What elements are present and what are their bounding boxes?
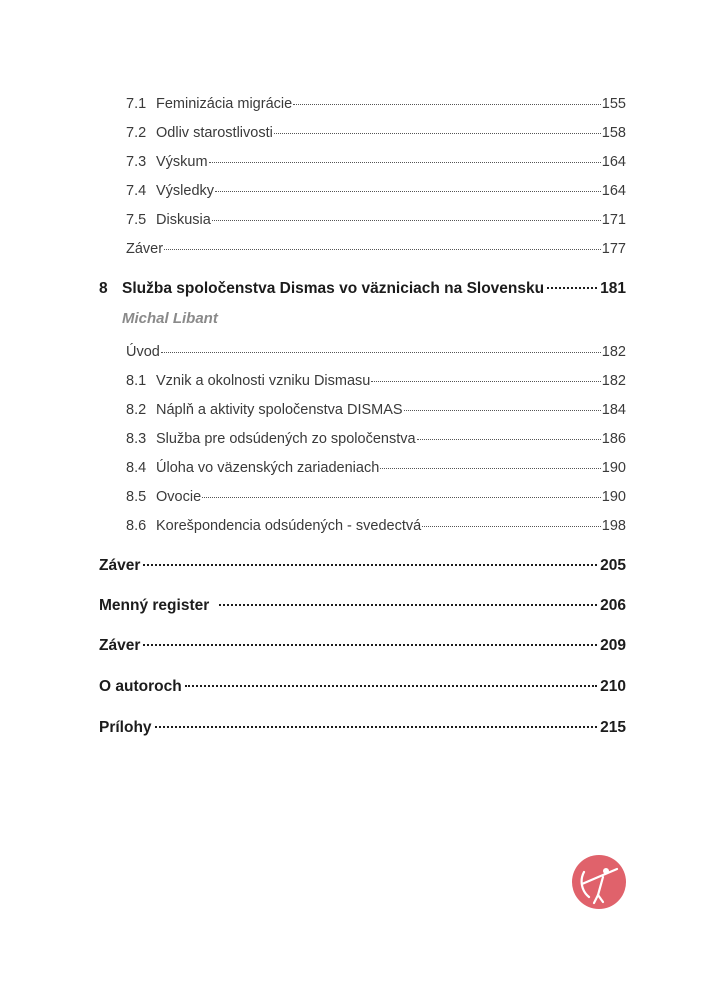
- entry-title: Úloha vo väzenských zariadeniach: [156, 460, 380, 476]
- entry-page: 198: [601, 518, 626, 534]
- entry-number: 7.1: [126, 96, 147, 112]
- toc-entry-8-3[interactable]: [126, 431, 626, 447]
- toc-conclusion-2[interactable]: [99, 637, 626, 655]
- chapter-title: Menný register: [99, 597, 210, 614]
- dot-leader: [161, 352, 601, 353]
- dot-leader: [547, 287, 597, 289]
- entry-page: 164: [601, 154, 626, 170]
- toc-entry-8-intro[interactable]: [126, 344, 626, 360]
- entry-page: 155: [601, 96, 626, 112]
- toc-entry-8-1[interactable]: [126, 373, 626, 389]
- toc-entry-8-5[interactable]: [126, 489, 626, 505]
- dot-leader: [215, 191, 601, 192]
- entry-page: 164: [601, 183, 626, 199]
- entry-number: 8.3: [126, 431, 147, 447]
- chapter-page: 215: [600, 719, 626, 736]
- chapter-page: 206: [600, 597, 626, 614]
- toc-entry-7-1[interactable]: [126, 96, 626, 112]
- chapter-title: Záver: [99, 557, 141, 574]
- entry-page: 186: [601, 431, 626, 447]
- toc-appendices[interactable]: [99, 719, 626, 737]
- toc-entry-7-4[interactable]: [126, 183, 626, 199]
- entry-number: 7.2: [126, 125, 147, 141]
- archer-logo-icon: [571, 854, 627, 910]
- entry-number: 8.5: [126, 489, 147, 505]
- dot-leader: [155, 726, 598, 728]
- chapter-page: 210: [600, 678, 626, 695]
- toc-entry-7-conclusion[interactable]: [126, 241, 626, 257]
- chapter-page: 205: [600, 557, 626, 574]
- entry-title: Odliv starostlivosti: [156, 125, 273, 141]
- dot-leader: [202, 497, 601, 498]
- logo-background: [572, 855, 626, 909]
- entry-number: 8.4: [126, 460, 147, 476]
- entry-title: Diskusia: [156, 212, 211, 228]
- dot-leader: [143, 564, 597, 566]
- entry-title: Služba pre odsúdených zo spoločenstva: [156, 431, 416, 447]
- chapter-title: O autoroch: [99, 678, 182, 695]
- dot-leader: [380, 468, 601, 469]
- toc-entry-7-2[interactable]: [126, 125, 626, 141]
- toc-chapter-8[interactable]: [99, 280, 626, 298]
- entry-title: Úvod: [126, 344, 160, 360]
- entry-page: 184: [601, 402, 626, 418]
- dot-leader: [371, 381, 600, 382]
- chapter-page: 209: [600, 637, 626, 654]
- dot-leader: [185, 685, 597, 687]
- entry-page: 182: [601, 373, 626, 389]
- entry-page: 182: [601, 344, 626, 360]
- entry-page: 190: [601, 460, 626, 476]
- entry-title: Korešpondencia odsúdených - svedectvá: [156, 518, 422, 534]
- chapter-number: 8: [99, 280, 108, 297]
- toc-entry-8-4[interactable]: [126, 460, 626, 476]
- entry-number: 7.4: [126, 183, 147, 199]
- dot-leader: [219, 604, 597, 606]
- entry-number: 8.2: [126, 402, 147, 418]
- dot-leader: [164, 249, 601, 250]
- entry-number: 7.5: [126, 212, 147, 228]
- toc-entry-7-5[interactable]: [126, 212, 626, 228]
- entry-number: 8.6: [126, 518, 147, 534]
- chapter-page: 181: [600, 280, 626, 297]
- toc-entry-8-2[interactable]: [126, 402, 626, 418]
- dot-leader: [209, 162, 601, 163]
- entry-title: Náplň a aktivity spoločenstva DISMAS: [156, 402, 403, 418]
- entry-number: 8.1: [126, 373, 147, 389]
- entry-page: 177: [601, 241, 626, 257]
- entry-title: Ovocie: [156, 489, 202, 505]
- entry-title: Vznik a okolnosti vzniku Dismasu: [156, 373, 371, 389]
- dot-leader: [293, 104, 601, 105]
- chapter-author: Michal Libant: [122, 310, 218, 327]
- toc-entry-8-6[interactable]: [126, 518, 626, 534]
- chapter-title: Služba spoločenstva Dismas vo väzniciach na Slovensku: [122, 280, 545, 297]
- chapter-title: Záver: [99, 637, 141, 654]
- entry-page: 190: [601, 489, 626, 505]
- chapter-title: Prílohy: [99, 719, 152, 736]
- toc-about-authors[interactable]: [99, 678, 626, 696]
- dot-leader: [274, 133, 601, 134]
- figure-head: [603, 868, 609, 874]
- dot-leader: [143, 644, 597, 646]
- dot-leader: [404, 410, 601, 411]
- entry-title: Výskum: [156, 154, 208, 170]
- entry-title: Feminizácia migrácie: [156, 96, 293, 112]
- entry-page: 158: [601, 125, 626, 141]
- toc-conclusion[interactable]: [99, 557, 626, 575]
- entry-number: 7.3: [126, 154, 147, 170]
- entry-page: 171: [601, 212, 626, 228]
- entry-title: Záver: [126, 241, 164, 257]
- toc-entry-7-3[interactable]: [126, 154, 626, 170]
- entry-title: Výsledky: [156, 183, 215, 199]
- toc-name-index[interactable]: [99, 597, 626, 615]
- dot-leader: [417, 439, 601, 440]
- dot-leader: [422, 526, 601, 527]
- dot-leader: [212, 220, 601, 221]
